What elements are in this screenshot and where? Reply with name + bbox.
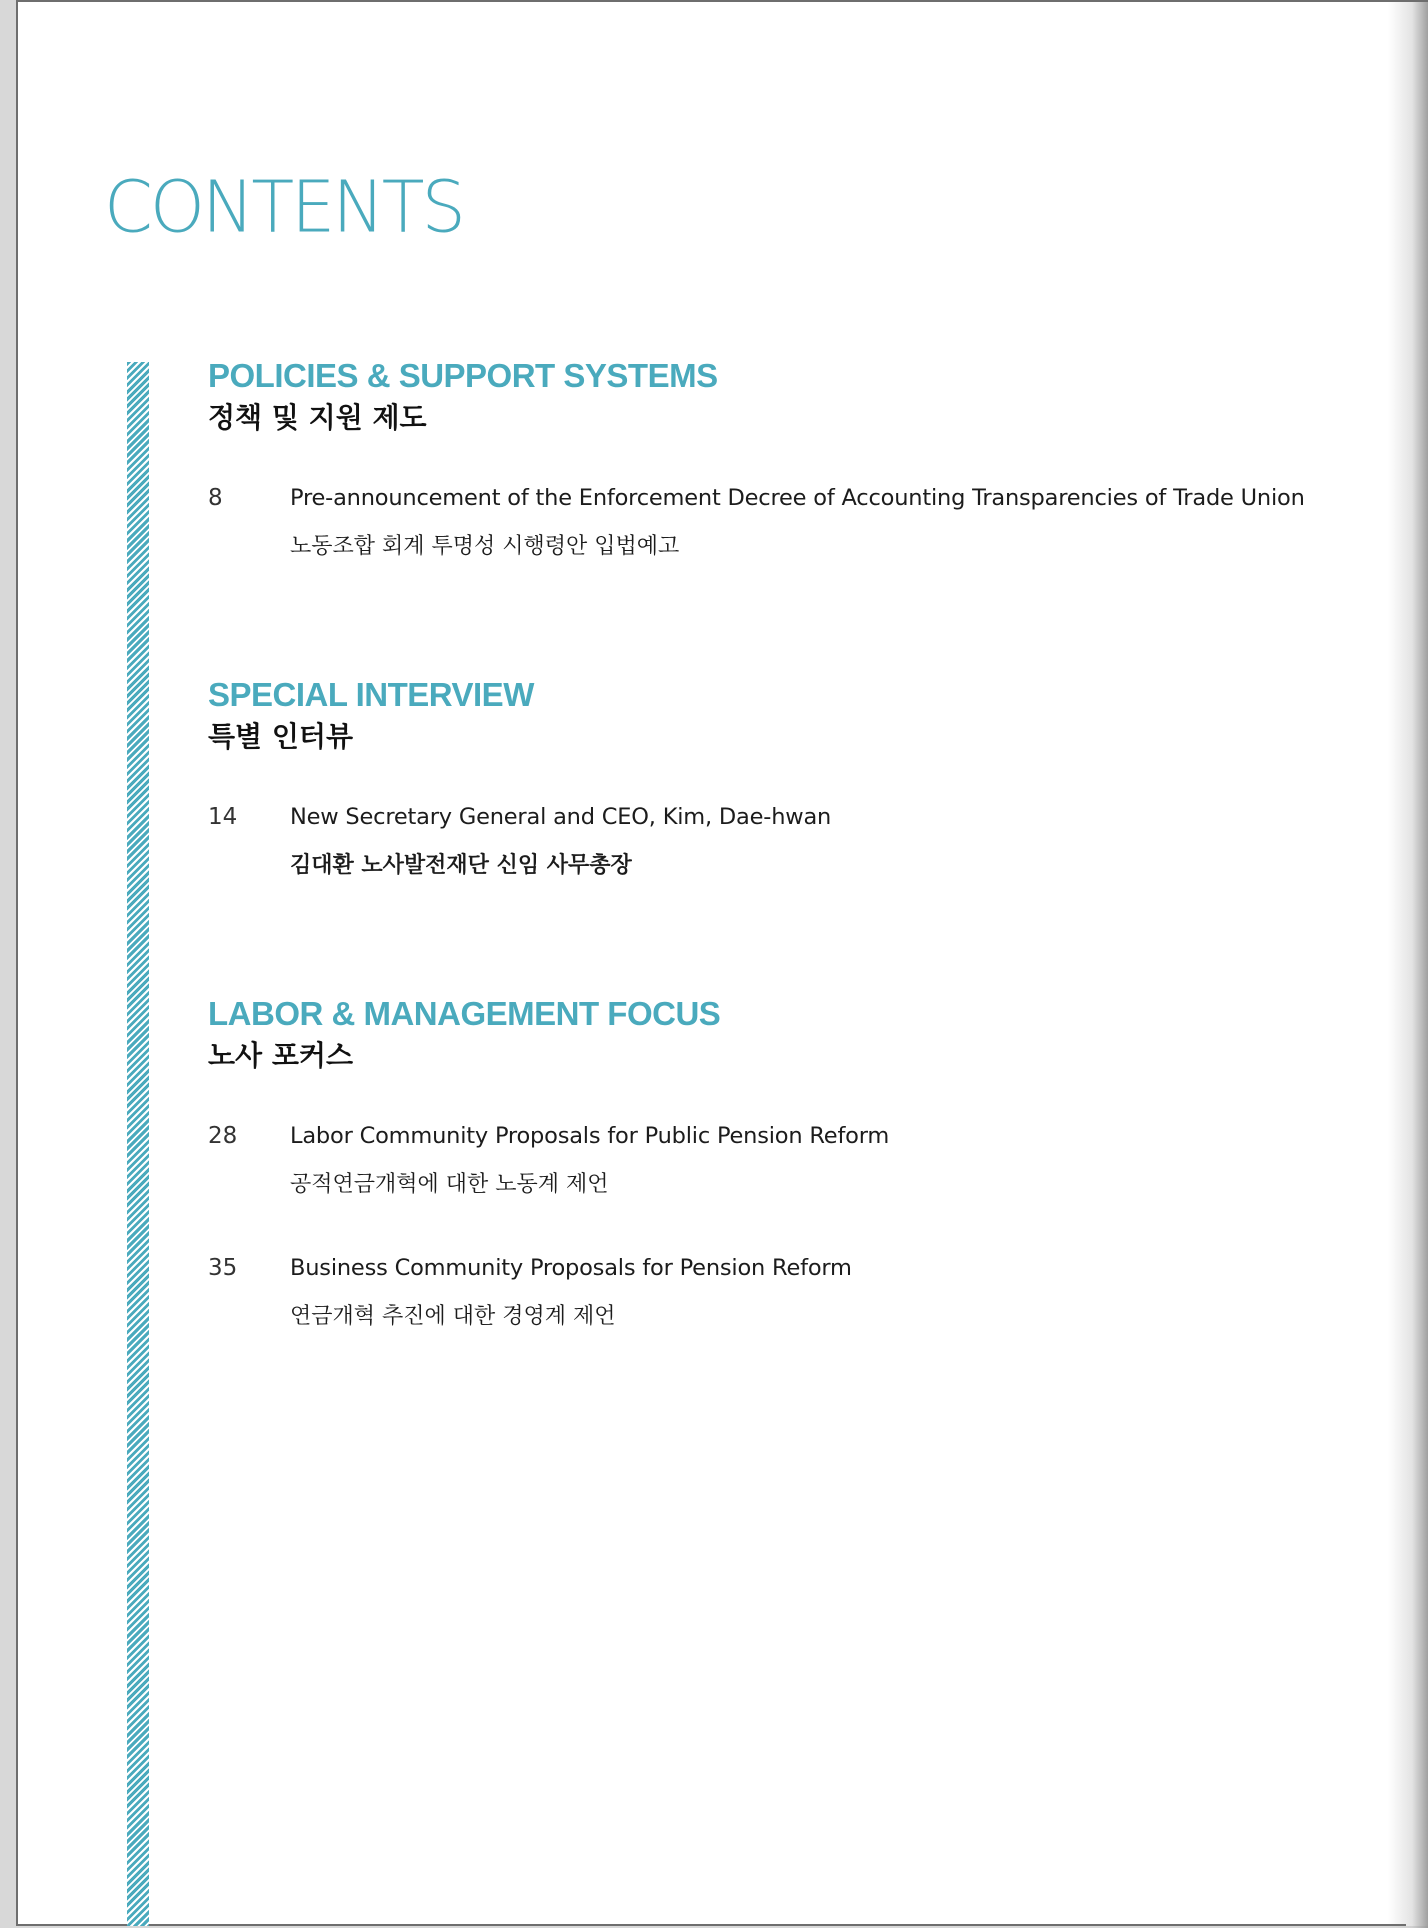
entry-page-number: 28 [208, 1123, 238, 1149]
entry-title-ko[interactable]: 연금개혁 추진에 대한 경영계 제언 [290, 1304, 616, 1329]
entry-title-en[interactable]: New Secretary General and CEO, Kim, Dae-hwan [290, 804, 832, 830]
entry-title-ko[interactable]: 김대환 노사발전재단 신임 사무총장 [290, 853, 632, 878]
entry-title-en[interactable]: Pre-announcement of the Enforcement Decree of Accounting Transparencies of Trade Union [290, 485, 1305, 511]
section-title-ko: 노사 포커스 [208, 1039, 353, 1072]
entry-title-en[interactable]: Labor Community Proposals for Public Pension Reform [290, 1123, 890, 1149]
entry-page-number: 8 [208, 485, 223, 511]
section-title-ko: 정책 및 지원 제도 [208, 401, 427, 434]
section-special-interview [208, 675, 534, 757]
section-title-en: LABOR & MANAGEMENT FOCUS [208, 995, 721, 1032]
document-page [16, 0, 1428, 1926]
entry-page-number: 14 [208, 804, 238, 830]
entry-title-ko[interactable]: 공적연금개혁에 대한 노동계 제언 [290, 1172, 609, 1197]
entry-title-en[interactable]: Business Community Proposals for Pension Reform [290, 1255, 852, 1281]
section-policies [208, 356, 718, 438]
entry-page-number: 35 [208, 1255, 238, 1281]
contents-title: CONTENTS [104, 165, 463, 249]
page-edge-shadow [1388, 2, 1428, 1928]
decorative-stripe-bar [127, 362, 149, 1926]
entry-title-ko[interactable]: 노동조합 회계 투명성 시행령안 입법예고 [290, 534, 680, 559]
section-title-en: POLICIES & SUPPORT SYSTEMS [208, 357, 718, 394]
section-labor-management-focus [208, 994, 720, 1076]
section-title-ko: 특별 인터뷰 [208, 720, 353, 753]
section-title-en: SPECIAL INTERVIEW [208, 676, 534, 713]
